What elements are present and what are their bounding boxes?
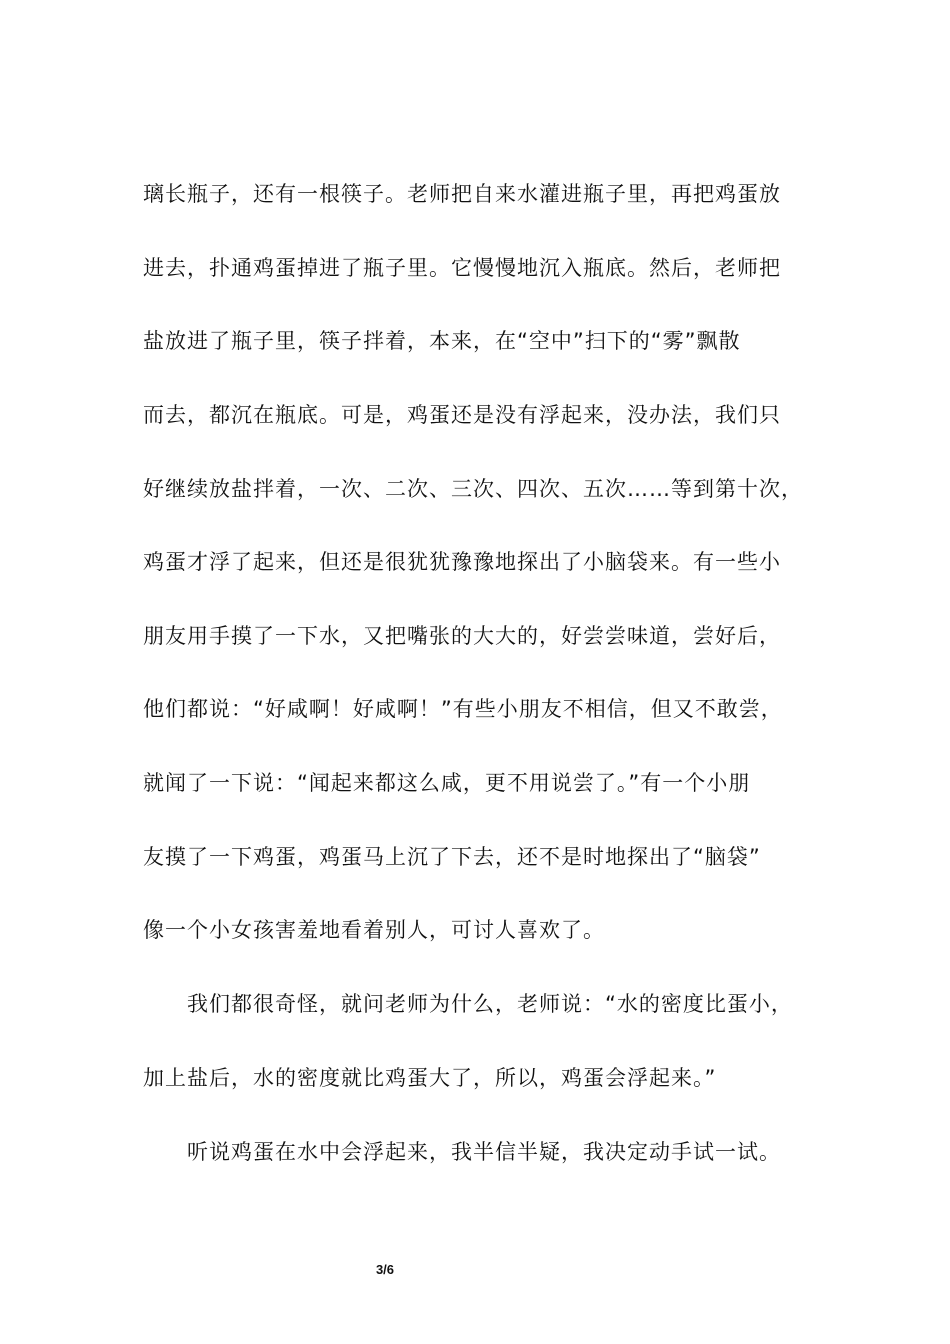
- text-line: 加上盐后，水的密度就比鸡蛋大了，所以，鸡蛋会浮起来。”: [143, 1066, 717, 1090]
- text-line: 盐放进了瓶子里，筷子拌着，本来，在“空中”扫下的“雾”飘散: [143, 329, 741, 353]
- paragraph-first-line: 我们都很奇怪，就问老师为什么，老师说：“水的密度比蛋小，: [187, 992, 793, 1016]
- text-line: 好继续放盐拌着，一次、二次、三次、四次、五次……等到第十次，: [143, 477, 803, 501]
- text-line: 就闻了一下说：“闻起来都这么咸，更不用说尝了。”有一个小朋: [143, 771, 751, 795]
- paragraph-first-line: 听说鸡蛋在水中会浮起来，我半信半疑，我决定动手试一试。: [187, 1140, 781, 1164]
- text-line: 而去，都沉在瓶底。可是，鸡蛋还是没有浮起来，没办法，我们只: [143, 403, 781, 427]
- text-line: 璃长瓶子，还有一根筷子。老师把自来水灌进瓶子里，再把鸡蛋放: [143, 182, 781, 206]
- text-line: 鸡蛋才浮了起来，但还是很犹犹豫豫地探出了小脑袋来。有一些小: [143, 550, 781, 574]
- page-number: 3/6: [375, 1262, 395, 1277]
- text-line: 像一个小女孩害羞地看着别人，可讨人喜欢了。: [143, 918, 605, 942]
- text-line: 他们都说：“好咸啊！好咸啊！”有些小朋友不相信，但又不敢尝，: [143, 697, 783, 721]
- text-line: 进去，扑通鸡蛋掉进了瓶子里。它慢慢地沉入瓶底。然后，老师把: [143, 256, 781, 280]
- text-line: 朋友用手摸了一下水，又把嘴张的大大的，好尝尝味道，尝好后，: [143, 624, 781, 648]
- text-line: 友摸了一下鸡蛋，鸡蛋马上沉了下去，还不是时地探出了“脑袋”: [143, 845, 761, 869]
